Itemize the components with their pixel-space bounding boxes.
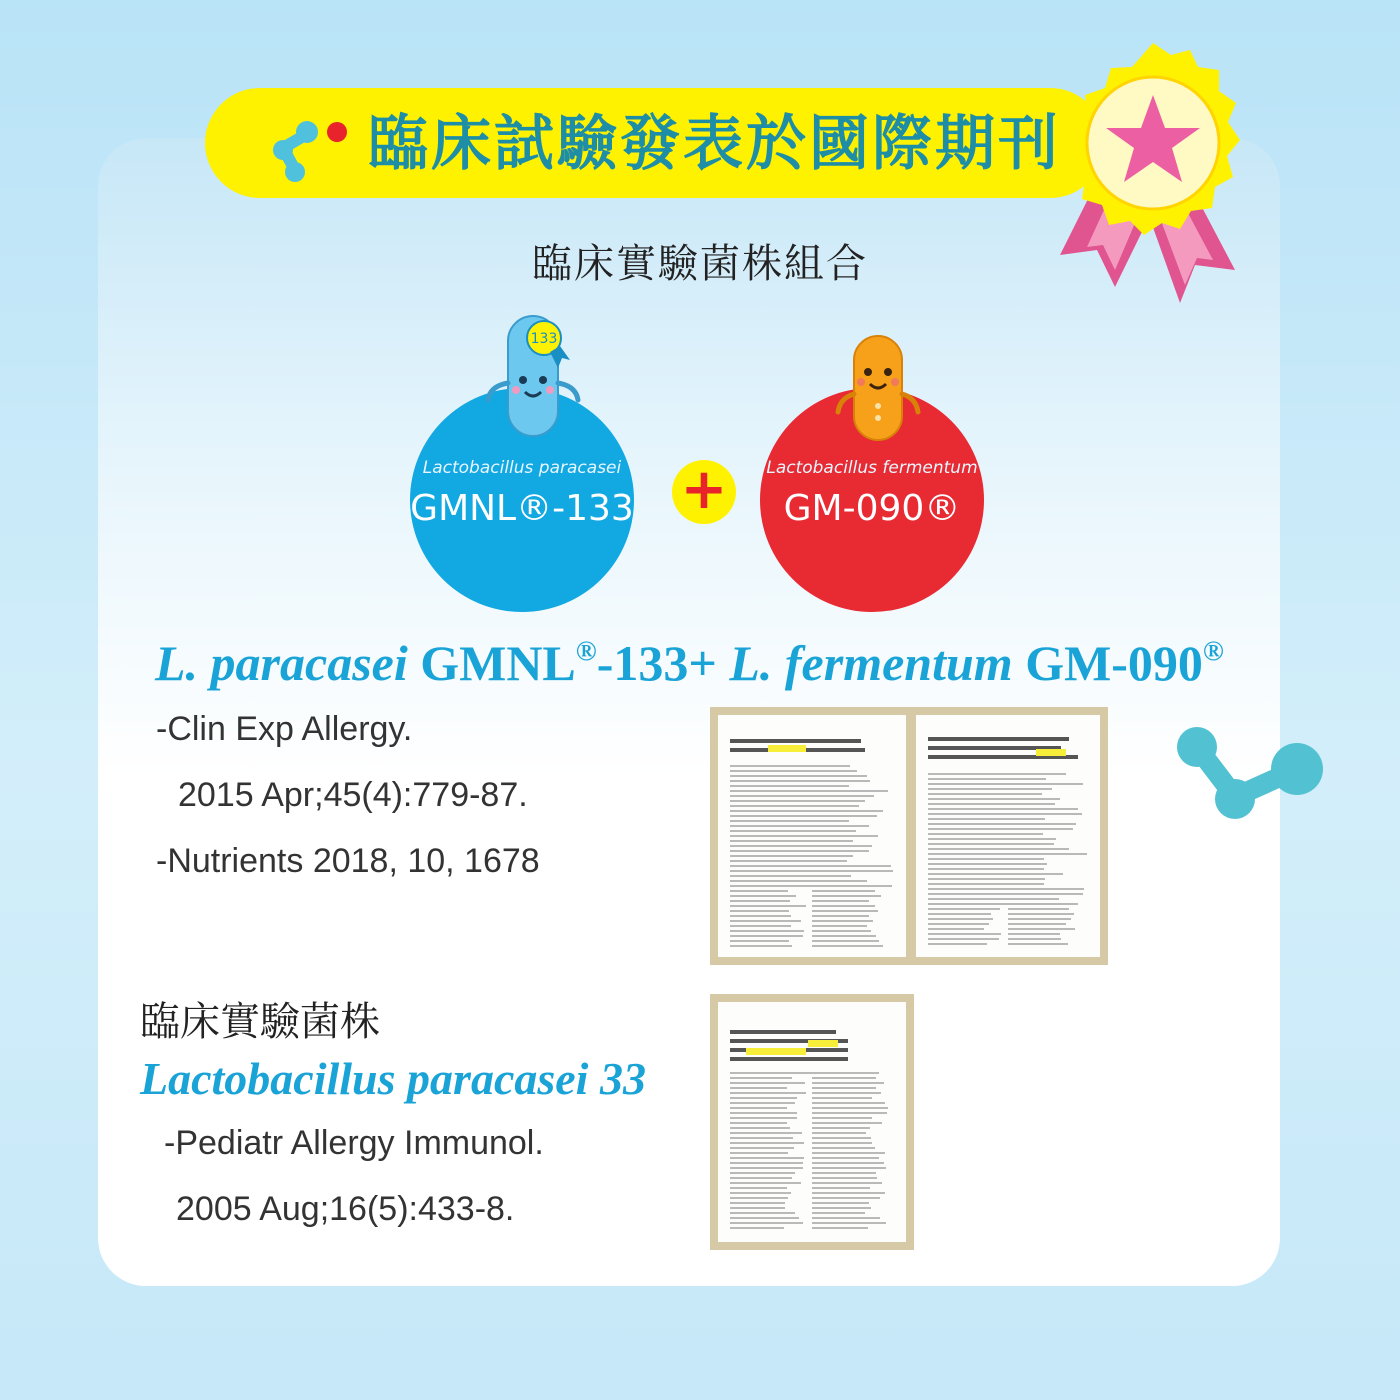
- paper-text-line: [812, 1187, 870, 1189]
- paper-text-line: [730, 865, 891, 867]
- paper-text-line: [730, 895, 796, 897]
- paper-text-line: [812, 1202, 869, 1204]
- paper-title-line: [928, 737, 1069, 741]
- paper-text-line: [928, 868, 1044, 870]
- combo-code-a-suffix: -133+: [596, 635, 730, 691]
- paper-text-line: [928, 943, 987, 945]
- paper-text-line: [730, 765, 850, 767]
- paper-text-line: [730, 835, 878, 837]
- combo-code-a: GMNL: [407, 635, 576, 691]
- paper-text-line: [1008, 938, 1061, 940]
- paper-text-line: [812, 905, 875, 907]
- paper-text-line: [730, 935, 803, 937]
- paper-text-line: [812, 1092, 881, 1094]
- paper-text-line: [812, 1147, 875, 1149]
- paper-text-line: [730, 1172, 795, 1174]
- combo-code-b: GM-090: [1012, 635, 1203, 691]
- paper-text-line: [928, 893, 1083, 895]
- paper-text-line: [730, 1197, 788, 1199]
- paper-text-line: [812, 1212, 865, 1214]
- combo-ref-3: -Nutrients 2018, 10, 1678: [156, 842, 540, 880]
- paper-text-line: [730, 1132, 802, 1134]
- paper-text-line: [928, 898, 1059, 900]
- paper-text-line: [730, 1162, 803, 1164]
- paper-text-line: [1008, 928, 1075, 930]
- paper-text-line: [928, 928, 984, 930]
- combination-title: [155, 634, 1224, 692]
- combo-species-b: L. fermentum: [729, 635, 1013, 691]
- paper-text-line: [1008, 908, 1069, 910]
- paper-text-line: [730, 775, 867, 777]
- paper-text-line: [730, 925, 791, 927]
- paper-text-line: [730, 915, 791, 917]
- paper-text-line: [928, 883, 1044, 885]
- paper-text-line: [730, 1107, 787, 1109]
- paper-text-line: [928, 788, 1052, 790]
- paper-text-line: [730, 1072, 879, 1074]
- paper-text-line: [812, 1197, 880, 1199]
- paper-text-line: [928, 843, 1054, 845]
- paper-text-line: [812, 900, 869, 902]
- paper-text-line: [812, 1097, 872, 1099]
- paper-text-line: [928, 903, 1078, 905]
- paper-text-line: [812, 1107, 888, 1109]
- paper-text-line: [928, 808, 1078, 810]
- paper-text-line: [812, 890, 875, 892]
- single-ref-2: 2005 Aug;16(5):433-8.: [176, 1190, 515, 1228]
- paper-text-line: [730, 1147, 794, 1149]
- paper-highlight: [1036, 749, 1066, 756]
- paper-text-line: [730, 1192, 791, 1194]
- journal-paper-nutrients: [916, 715, 1100, 957]
- paper-text-line: [730, 1187, 787, 1189]
- paper-text-line: [730, 815, 877, 817]
- paper-text-line: [812, 1152, 885, 1154]
- paper-text-line: [730, 770, 857, 772]
- paper-text-line: [812, 1142, 872, 1144]
- paper-text-line: [812, 935, 876, 937]
- paper-text-line: [812, 1087, 876, 1089]
- paper-text-line: [812, 1182, 882, 1184]
- paper-text-line: [730, 1207, 785, 1209]
- paper-text-line: [730, 945, 792, 947]
- paper-highlight: [746, 1048, 806, 1055]
- paper-text-line: [1008, 923, 1066, 925]
- mascot-badge: 133: [530, 331, 558, 347]
- paper-text-line: [730, 785, 849, 787]
- paper-text-line: [812, 1172, 876, 1174]
- paper-text-line: [730, 1097, 797, 1099]
- paper-text-line: [730, 860, 847, 862]
- paper-text-line: [1008, 943, 1068, 945]
- paper-text-line: [730, 780, 870, 782]
- orange-mascot-icon: [830, 332, 926, 444]
- paper-text-line: [730, 880, 867, 882]
- paper-text-line: [928, 878, 1045, 880]
- paper-text-line: [812, 1082, 884, 1084]
- paper-text-line: [928, 923, 989, 925]
- paper-text-line: [928, 793, 1042, 795]
- paper-text-line: [730, 875, 851, 877]
- paper-text-line: [730, 1227, 784, 1229]
- paper-text-line: [812, 1167, 886, 1169]
- single-strain-heading: 臨床實驗菌株: [140, 999, 380, 1045]
- paper-text-line: [928, 933, 1001, 935]
- paper-text-line: [730, 1202, 785, 1204]
- paper-text-line: [928, 918, 993, 920]
- paper-text-line: [928, 833, 1043, 835]
- paper-text-line: [730, 940, 789, 942]
- combo-reg-b: ®: [1202, 636, 1224, 667]
- plus-sign: +: [672, 460, 736, 524]
- paper-text-line: [812, 945, 883, 947]
- combo-ref-2: 2015 Apr;45(4):779-87.: [178, 776, 528, 814]
- paper-text-line: [730, 930, 804, 932]
- paper-text-line: [812, 895, 881, 897]
- paper-text-line: [730, 905, 806, 907]
- paper-text-line: [730, 1157, 804, 1159]
- paper-text-line: [928, 848, 1069, 850]
- paper-text-line: [812, 1122, 882, 1124]
- paper-text-line: [928, 873, 1063, 875]
- strain-b-species: Lactobacillus fermentum: [766, 458, 978, 478]
- paper-text-line: [928, 863, 1047, 865]
- paper-text-line: [812, 1162, 884, 1164]
- paper-text-line: [812, 1117, 872, 1119]
- paper-text-line: [730, 885, 892, 887]
- paper-text-line: [730, 1122, 787, 1124]
- paper-text-line: [812, 1137, 871, 1139]
- paper-text-line: [812, 1127, 870, 1129]
- paper-text-line: [812, 930, 871, 932]
- paper-text-line: [812, 1077, 876, 1079]
- paper-text-line: [928, 938, 999, 940]
- paper-text-line: [730, 790, 888, 792]
- paper-text-line: [730, 1127, 790, 1129]
- paper-text-line: [730, 1167, 803, 1169]
- paper-text-line: [730, 910, 789, 912]
- paper-text-line: [812, 1177, 877, 1179]
- paper-text-line: [730, 855, 853, 857]
- paper-text-line: [730, 840, 853, 842]
- paper-text-line: [928, 818, 1045, 820]
- paper-text-line: [730, 795, 874, 797]
- paper-text-line: [730, 1087, 787, 1089]
- paper-highlight: [808, 1040, 838, 1047]
- molecule-decoration-icon: [1175, 725, 1335, 825]
- paper-text-line: [812, 940, 879, 942]
- paper-text-line: [730, 1102, 795, 1104]
- paper-text-line: [812, 915, 869, 917]
- paper-text-line: [1008, 933, 1060, 935]
- paper-text-line: [928, 858, 1044, 860]
- paper-title-line: [730, 739, 861, 743]
- paper-text-line: [928, 783, 1083, 785]
- paper-text-line: [730, 1117, 797, 1119]
- paper-text-line: [730, 890, 788, 892]
- paper-text-line: [928, 823, 1076, 825]
- paper-text-line: [812, 1207, 871, 1209]
- paper-text-line: [730, 1077, 792, 1079]
- paper-text-line: [730, 1222, 803, 1224]
- paper-text-line: [730, 1152, 788, 1154]
- combo-reg-a: ®: [575, 636, 597, 667]
- paper-text-line: [812, 1157, 879, 1159]
- paper-text-line: [928, 838, 1056, 840]
- paper-text-line: [730, 825, 869, 827]
- paper-text-line: [928, 773, 1066, 775]
- paper-text-line: [928, 803, 1055, 805]
- paper-text-line: [812, 1112, 887, 1114]
- combo-species-a: L. paracasei: [155, 635, 408, 691]
- strain-b-code: GM-090®: [783, 488, 961, 529]
- paper-text-line: [730, 900, 790, 902]
- paper-text-line: [730, 1212, 795, 1214]
- paper-text-line: [928, 813, 1082, 815]
- paper-text-line: [812, 925, 867, 927]
- paper-title-line: [730, 1030, 836, 1034]
- paper-text-line: [928, 828, 1073, 830]
- paper-text-line: [730, 845, 872, 847]
- paper-text-line: [928, 908, 1000, 910]
- paper-text-line: [730, 1182, 801, 1184]
- molecule-logo-icon: [255, 106, 355, 186]
- paper-text-line: [730, 805, 859, 807]
- paper-text-line: [812, 1102, 885, 1104]
- paper-text-line: [928, 853, 1087, 855]
- paper-highlight: [768, 745, 806, 752]
- paper-text-line: [730, 870, 893, 872]
- paper-text-line: [730, 850, 869, 852]
- paper-text-line: [928, 798, 1060, 800]
- paper-text-line: [812, 910, 878, 912]
- paper-text-line: [730, 800, 865, 802]
- paper-text-line: [812, 1222, 886, 1224]
- paper-text-line: [812, 1217, 880, 1219]
- combo-ref-1: -Clin Exp Allergy.: [156, 710, 413, 748]
- paper-text-line: [812, 1227, 868, 1229]
- banner-title: 臨床試驗發表於國際期刊: [368, 109, 1061, 179]
- paper-text-line: [928, 913, 991, 915]
- paper-text-line: [730, 1112, 797, 1114]
- combination-subtitle: 臨床實驗菌株組合: [532, 241, 868, 287]
- single-strain-title: Lactobacillus paracasei 33: [140, 1053, 646, 1104]
- paper-text-line: [812, 1192, 885, 1194]
- paper-text-line: [730, 830, 856, 832]
- paper-text-line: [928, 888, 1084, 890]
- paper-title-line: [730, 1057, 848, 1061]
- strain-a-code: GMNL®-133: [410, 488, 634, 529]
- paper-text-line: [730, 920, 801, 922]
- paper-text-line: [730, 810, 883, 812]
- paper-text-line: [1008, 913, 1074, 915]
- paper-text-line: [730, 1082, 805, 1084]
- paper-text-line: [730, 1142, 804, 1144]
- blue-mascot-icon: [478, 308, 588, 443]
- paper-text-line: [812, 920, 873, 922]
- paper-text-line: [928, 778, 1046, 780]
- strain-a-species: Lactobacillus paracasei: [422, 458, 622, 478]
- paper-text-line: [730, 1092, 806, 1094]
- paper-text-line: [730, 1217, 799, 1219]
- journal-paper-clin-exp-allergy: [718, 715, 906, 957]
- paper-text-line: [730, 1137, 793, 1139]
- paper-text-line: [730, 1177, 792, 1179]
- paper-text-line: [730, 820, 849, 822]
- paper-text-line: [812, 1132, 866, 1134]
- journal-paper-pediatr-allergy: [718, 1002, 906, 1242]
- single-ref-1: -Pediatr Allergy Immunol.: [164, 1124, 544, 1162]
- paper-text-line: [1008, 918, 1071, 920]
